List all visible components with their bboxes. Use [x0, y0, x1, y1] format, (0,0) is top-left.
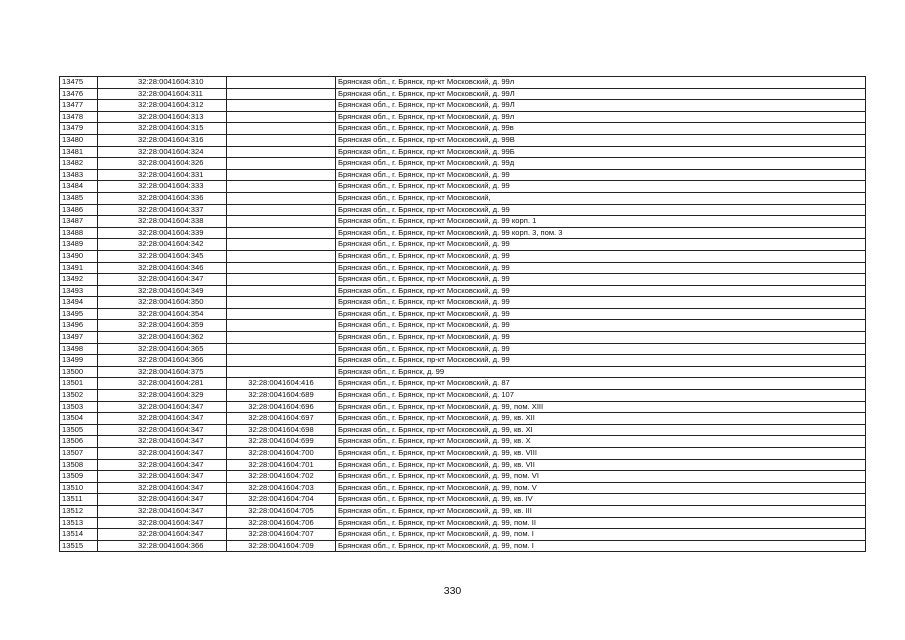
address-cell: Брянская обл., г. Брянск, пр-кт Московский, д. 99, пом. XIII: [336, 401, 866, 413]
cadastral-number-cell: 32:28:0041604:333: [98, 181, 227, 193]
row-number-cell: 13512: [60, 505, 98, 517]
table-row: [60, 227, 866, 239]
related-cadastral-number-cell: 32:28:0041604:698: [227, 424, 336, 436]
table-row: [60, 100, 866, 112]
row-number-cell: 13515: [60, 540, 98, 552]
related-cadastral-number-cell: 32:28:0041604:700: [227, 448, 336, 460]
table-row: [60, 343, 866, 355]
row-number-cell: 13497: [60, 332, 98, 344]
row-number-cell: 13504: [60, 413, 98, 425]
row-number-cell: 13491: [60, 262, 98, 274]
address-cell: Брянская обл., г. Брянск, пр-кт Московский, д. 99л: [336, 77, 866, 89]
related-cadastral-number-cell: 32:28:0041604:697: [227, 413, 336, 425]
table-row: [60, 436, 866, 448]
cadastral-number-cell: 32:28:0041604:347: [98, 482, 227, 494]
related-cadastral-number-cell: 32:28:0041604:689: [227, 390, 336, 402]
related-cadastral-number-cell: [227, 192, 336, 204]
address-cell: Брянская обл., г. Брянск, пр-кт Московский, д. 99Л: [336, 88, 866, 100]
cadastral-number-cell: 32:28:0041604:366: [98, 355, 227, 367]
address-cell: Брянская обл., г. Брянск, пр-кт Московский, д. 99: [336, 274, 866, 286]
registry-table-body: [60, 77, 866, 552]
table-row: [60, 158, 866, 170]
related-cadastral-number-cell: [227, 216, 336, 228]
address-cell: Брянская обл., г. Брянск, пр-кт Московский, д. 99, кв. XII: [336, 413, 866, 425]
table-row: [60, 517, 866, 529]
related-cadastral-number-cell: [227, 158, 336, 170]
related-cadastral-number-cell: [227, 146, 336, 158]
address-cell: Брянская обл., г. Брянск, пр-кт Московский, д. 99: [336, 239, 866, 251]
cadastral-number-cell: 32:28:0041604:354: [98, 308, 227, 320]
row-number-cell: 13496: [60, 320, 98, 332]
related-cadastral-number-cell: 32:28:0041604:696: [227, 401, 336, 413]
related-cadastral-number-cell: 32:28:0041604:416: [227, 378, 336, 390]
cadastral-number-cell: 32:28:0041604:347: [98, 494, 227, 506]
cadastral-number-cell: 32:28:0041604:342: [98, 239, 227, 251]
related-cadastral-number-cell: [227, 320, 336, 332]
cadastral-number-cell: 32:28:0041604:311: [98, 88, 227, 100]
row-number-cell: 13493: [60, 285, 98, 297]
table-row: [60, 448, 866, 460]
address-cell: Брянская обл., г. Брянск, пр-кт Московский, д. 107: [336, 390, 866, 402]
table-row: [60, 332, 866, 344]
cadastral-number-cell: 32:28:0041604:365: [98, 343, 227, 355]
related-cadastral-number-cell: [227, 366, 336, 378]
address-cell: Брянская обл., г. Брянск, д. 99: [336, 366, 866, 378]
cadastral-number-cell: 32:28:0041604:366: [98, 540, 227, 552]
row-number-cell: 13508: [60, 459, 98, 471]
table-row: [60, 123, 866, 135]
related-cadastral-number-cell: [227, 134, 336, 146]
row-number-cell: 13503: [60, 401, 98, 413]
address-cell: Брянская обл., г. Брянск, пр-кт Московский, д. 99л: [336, 111, 866, 123]
address-cell: Брянская обл., г. Брянск, пр-кт Московский, д. 99: [336, 181, 866, 193]
related-cadastral-number-cell: [227, 262, 336, 274]
row-number-cell: 13480: [60, 134, 98, 146]
address-cell: Брянская обл., г. Брянск, пр-кт Московский, д. 99: [336, 320, 866, 332]
cadastral-number-cell: 32:28:0041604:345: [98, 250, 227, 262]
table-row: [60, 355, 866, 367]
address-cell: Брянская обл., г. Брянск, пр-кт Московский, д. 99, кв. VIII: [336, 448, 866, 460]
row-number-cell: 13477: [60, 100, 98, 112]
cadastral-number-cell: 32:28:0041604:346: [98, 262, 227, 274]
table-row: [60, 111, 866, 123]
table-row: [60, 459, 866, 471]
related-cadastral-number-cell: [227, 77, 336, 89]
address-cell: Брянская обл., г. Брянск, пр-кт Московский, д. 99: [336, 285, 866, 297]
related-cadastral-number-cell: [227, 100, 336, 112]
cadastral-number-cell: 32:28:0041604:316: [98, 134, 227, 146]
address-cell: Брянская обл., г. Брянск, пр-кт Московский, д. 99, кв. IV: [336, 494, 866, 506]
related-cadastral-number-cell: [227, 123, 336, 135]
table-row: [60, 505, 866, 517]
address-cell: Брянская обл., г. Брянск, пр-кт Московский, д. 87: [336, 378, 866, 390]
related-cadastral-number-cell: [227, 332, 336, 344]
related-cadastral-number-cell: 32:28:0041604:707: [227, 529, 336, 541]
address-cell: Брянская обл., г. Брянск, пр-кт Московский, д. 99, пом. V: [336, 482, 866, 494]
address-cell: Брянская обл., г. Брянск, пр-кт Московский, д. 99, кв. III: [336, 505, 866, 517]
table-row: [60, 181, 866, 193]
address-cell: Брянская обл., г. Брянск, пр-кт Московский, д. 99: [336, 262, 866, 274]
row-number-cell: 13479: [60, 123, 98, 135]
cadastral-number-cell: 32:28:0041604:337: [98, 204, 227, 216]
cadastral-number-cell: 32:28:0041604:336: [98, 192, 227, 204]
related-cadastral-number-cell: [227, 169, 336, 181]
related-cadastral-number-cell: [227, 227, 336, 239]
cadastral-number-cell: 32:28:0041604:324: [98, 146, 227, 158]
address-cell: Брянская обл., г. Брянск, пр-кт Московский, д. 99В: [336, 134, 866, 146]
row-number-cell: 13509: [60, 471, 98, 483]
related-cadastral-number-cell: 32:28:0041604:704: [227, 494, 336, 506]
address-cell: Брянская обл., г. Брянск, пр-кт Московский, д. 99Б: [336, 146, 866, 158]
address-cell: Брянская обл., г. Брянск, пр-кт Московский, д. 99: [336, 308, 866, 320]
table-row: [60, 262, 866, 274]
row-number-cell: 13499: [60, 355, 98, 367]
table-row: [60, 424, 866, 436]
row-number-cell: 13513: [60, 517, 98, 529]
address-cell: Брянская обл., г. Брянск, пр-кт Московский, д. 99: [336, 250, 866, 262]
address-cell: Брянская обл., г. Брянск, пр-кт Московский, д. 99в: [336, 123, 866, 135]
cadastral-number-cell: 32:28:0041604:347: [98, 459, 227, 471]
cadastral-number-cell: 32:28:0041604:347: [98, 448, 227, 460]
related-cadastral-number-cell: 32:28:0041604:706: [227, 517, 336, 529]
row-number-cell: 13511: [60, 494, 98, 506]
row-number-cell: 13485: [60, 192, 98, 204]
related-cadastral-number-cell: [227, 297, 336, 309]
address-cell: Брянская обл., г. Брянск, пр-кт Московский, д. 99, пом. I: [336, 529, 866, 541]
row-number-cell: 13494: [60, 297, 98, 309]
table-row: [60, 250, 866, 262]
related-cadastral-number-cell: [227, 308, 336, 320]
address-cell: Брянская обл., г. Брянск, пр-кт Московский, д. 99, кв. XI: [336, 424, 866, 436]
cadastral-number-cell: 32:28:0041604:331: [98, 169, 227, 181]
table-row: [60, 413, 866, 425]
row-number-cell: 13487: [60, 216, 98, 228]
cadastral-number-cell: 32:28:0041604:349: [98, 285, 227, 297]
page-number: 330: [443, 585, 462, 597]
row-number-cell: 13484: [60, 181, 98, 193]
address-cell: Брянская обл., г. Брянск, пр-кт Московский, д. 99: [336, 332, 866, 344]
table-row: [60, 274, 866, 286]
cadastral-number-cell: 32:28:0041604:347: [98, 517, 227, 529]
row-number-cell: 13482: [60, 158, 98, 170]
row-number-cell: 13478: [60, 111, 98, 123]
address-cell: Брянская обл., г. Брянск, пр-кт Московский, д. 99 корп. 1: [336, 216, 866, 228]
table-row: [60, 204, 866, 216]
table-row: [60, 239, 866, 251]
row-number-cell: 13514: [60, 529, 98, 541]
related-cadastral-number-cell: 32:28:0041604:701: [227, 459, 336, 471]
address-cell: Брянская обл., г. Брянск, пр-кт Московский, д. 99, пом. I: [336, 540, 866, 552]
related-cadastral-number-cell: [227, 111, 336, 123]
row-number-cell: 13475: [60, 77, 98, 89]
table-row: [60, 529, 866, 541]
address-cell: Брянская обл., г. Брянск, пр-кт Московский, д. 99, пом. II: [336, 517, 866, 529]
cadastral-number-cell: 32:28:0041604:347: [98, 436, 227, 448]
address-cell: Брянская обл., г. Брянск, пр-кт Московский, д. 99Л: [336, 100, 866, 112]
related-cadastral-number-cell: 32:28:0041604:703: [227, 482, 336, 494]
address-cell: Брянская обл., г. Брянск, пр-кт Московский, д. 99: [336, 169, 866, 181]
address-cell: Брянская обл., г. Брянск, пр-кт Московский,: [336, 192, 866, 204]
address-cell: Брянская обл., г. Брянск, пр-кт Московский, д. 99д: [336, 158, 866, 170]
table-row: [60, 401, 866, 413]
row-number-cell: 13506: [60, 436, 98, 448]
cadastral-number-cell: 32:28:0041604:329: [98, 390, 227, 402]
cadastral-number-cell: 32:28:0041604:362: [98, 332, 227, 344]
address-cell: Брянская обл., г. Брянск, пр-кт Московский, д. 99 корп. 3, пом. 3: [336, 227, 866, 239]
cadastral-number-cell: 32:28:0041604:315: [98, 123, 227, 135]
related-cadastral-number-cell: 32:28:0041604:709: [227, 540, 336, 552]
related-cadastral-number-cell: [227, 343, 336, 355]
table-row: [60, 471, 866, 483]
row-number-cell: 13489: [60, 239, 98, 251]
row-number-cell: 13492: [60, 274, 98, 286]
row-number-cell: 13481: [60, 146, 98, 158]
address-cell: Брянская обл., г. Брянск, пр-кт Московский, д. 99: [336, 297, 866, 309]
row-number-cell: 13507: [60, 448, 98, 460]
related-cadastral-number-cell: [227, 274, 336, 286]
row-number-cell: 13505: [60, 424, 98, 436]
row-number-cell: 13488: [60, 227, 98, 239]
table-row: [60, 482, 866, 494]
cadastral-number-cell: 32:28:0041604:347: [98, 274, 227, 286]
address-cell: Брянская обл., г. Брянск, пр-кт Московский, д. 99, кв. VII: [336, 459, 866, 471]
table-row: [60, 320, 866, 332]
cadastral-number-cell: 32:28:0041604:281: [98, 378, 227, 390]
cadastral-number-cell: 32:28:0041604:313: [98, 111, 227, 123]
related-cadastral-number-cell: [227, 181, 336, 193]
table-row: [60, 285, 866, 297]
related-cadastral-number-cell: [227, 239, 336, 251]
cadastral-number-cell: 32:28:0041604:310: [98, 77, 227, 89]
address-cell: Брянская обл., г. Брянск, пр-кт Московский, д. 99, пом. VI: [336, 471, 866, 483]
related-cadastral-number-cell: [227, 285, 336, 297]
address-cell: Брянская обл., г. Брянск, пр-кт Московский, д. 99: [336, 204, 866, 216]
table-row: [60, 88, 866, 100]
cadastral-number-cell: 32:28:0041604:350: [98, 297, 227, 309]
cadastral-number-cell: 32:28:0041604:347: [98, 529, 227, 541]
row-number-cell: 13500: [60, 366, 98, 378]
table-row: [60, 378, 866, 390]
row-number-cell: 13483: [60, 169, 98, 181]
cadastral-number-cell: 32:28:0041604:347: [98, 413, 227, 425]
related-cadastral-number-cell: 32:28:0041604:705: [227, 505, 336, 517]
related-cadastral-number-cell: 32:28:0041604:699: [227, 436, 336, 448]
related-cadastral-number-cell: [227, 355, 336, 367]
table-row: [60, 297, 866, 309]
cadastral-number-cell: 32:28:0041604:375: [98, 366, 227, 378]
related-cadastral-number-cell: [227, 204, 336, 216]
registry-table: [59, 76, 866, 552]
row-number-cell: 13495: [60, 308, 98, 320]
cadastral-number-cell: 32:28:0041604:347: [98, 424, 227, 436]
cadastral-number-cell: 32:28:0041604:326: [98, 158, 227, 170]
row-number-cell: 13476: [60, 88, 98, 100]
row-number-cell: 13502: [60, 390, 98, 402]
cadastral-number-cell: 32:28:0041604:338: [98, 216, 227, 228]
address-cell: Брянская обл., г. Брянск, пр-кт Московский, д. 99, кв. X: [336, 436, 866, 448]
row-number-cell: 13490: [60, 250, 98, 262]
cadastral-number-cell: 32:28:0041604:347: [98, 471, 227, 483]
row-number-cell: 13486: [60, 204, 98, 216]
table-row: [60, 216, 866, 228]
cadastral-number-cell: 32:28:0041604:339: [98, 227, 227, 239]
row-number-cell: 13510: [60, 482, 98, 494]
table-row: [60, 192, 866, 204]
cadastral-number-cell: 32:28:0041604:347: [98, 401, 227, 413]
table-row: [60, 146, 866, 158]
table-row: [60, 494, 866, 506]
related-cadastral-number-cell: [227, 88, 336, 100]
table-row: [60, 169, 866, 181]
address-cell: Брянская обл., г. Брянск, пр-кт Московский, д. 99: [336, 343, 866, 355]
table-row: [60, 77, 866, 89]
cadastral-number-cell: 32:28:0041604:359: [98, 320, 227, 332]
cadastral-number-cell: 32:28:0041604:312: [98, 100, 227, 112]
table-row: [60, 134, 866, 146]
cadastral-number-cell: 32:28:0041604:347: [98, 505, 227, 517]
table-row: [60, 366, 866, 378]
table-row: [60, 390, 866, 402]
row-number-cell: 13498: [60, 343, 98, 355]
row-number-cell: 13501: [60, 378, 98, 390]
related-cadastral-number-cell: 32:28:0041604:702: [227, 471, 336, 483]
address-cell: Брянская обл., г. Брянск, пр-кт Московский, д. 99: [336, 355, 866, 367]
table-row: [60, 308, 866, 320]
related-cadastral-number-cell: [227, 250, 336, 262]
table-row: [60, 540, 866, 552]
